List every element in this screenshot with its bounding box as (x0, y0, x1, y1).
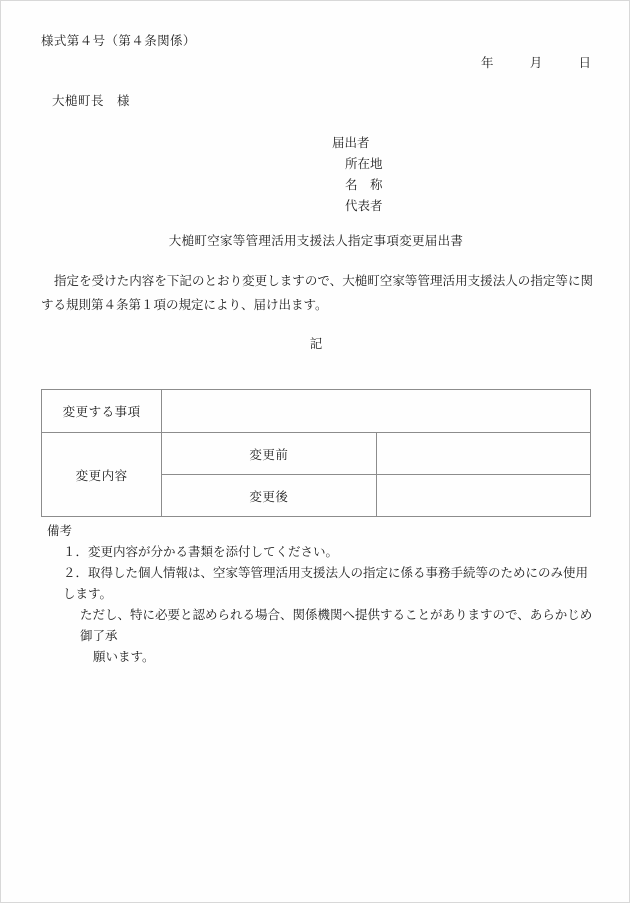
body-paragraph: 指定を受けた内容を下記のとおり変更しますので、大槌町空家等管理活用支援法人の指定等に関する規則第４条第１項の規定により、届け出ます。 (41, 274, 593, 312)
date-line (481, 53, 591, 71)
cell-after-value[interactable] (376, 475, 590, 517)
remarks-item-2-continued-1: ただし、特に必要と認められる場合、関係機関へ提供することがありますので、あらかじめ御了承 (80, 608, 593, 643)
document-sheet (41, 1, 591, 904)
cell-after-label: 変更後 (162, 475, 376, 517)
cell-before-label: 変更前 (162, 433, 376, 475)
table-row (42, 433, 591, 475)
cell-change-content-label: 変更内容 (42, 433, 162, 517)
body-text (41, 269, 593, 317)
submitter-representative-label: 代表者 (345, 199, 383, 213)
year-label: 年 (480, 56, 494, 70)
table-row (42, 390, 591, 433)
ki-mark: 記 (309, 337, 323, 351)
cell-before-value[interactable] (376, 433, 590, 475)
addressee: 大槌町長 様 (52, 94, 131, 108)
cell-change-item-label: 変更する事項 (42, 390, 162, 433)
form-number: 様式第４号（第４条関係） (41, 34, 196, 48)
remarks-item-2: ２．取得した個人情報は、空家等管理活用支援法人の指定に係る事務手続等のためにのみ使用します。 (63, 566, 589, 601)
remarks-section (47, 521, 599, 668)
submitter-address-label: 所在地 (345, 157, 383, 171)
cell-change-item-value[interactable] (162, 390, 591, 433)
submitter-name-label: 名 称 (345, 178, 383, 192)
month-label: 月 (529, 56, 543, 70)
remarks-item-1: １．変更内容が分かる書類を添付してください。 (63, 545, 339, 559)
document-title: 大槌町空家等管理活用支援法人指定事項変更届出書 (168, 234, 464, 248)
remarks-heading: 備考 (47, 524, 73, 538)
change-details-table (41, 389, 591, 517)
submitter-heading: 届出者 (332, 136, 370, 150)
remarks-item-2-continued-2: 願います。 (93, 650, 155, 664)
submitter-block (332, 133, 383, 217)
day-label: 日 (578, 56, 591, 70)
